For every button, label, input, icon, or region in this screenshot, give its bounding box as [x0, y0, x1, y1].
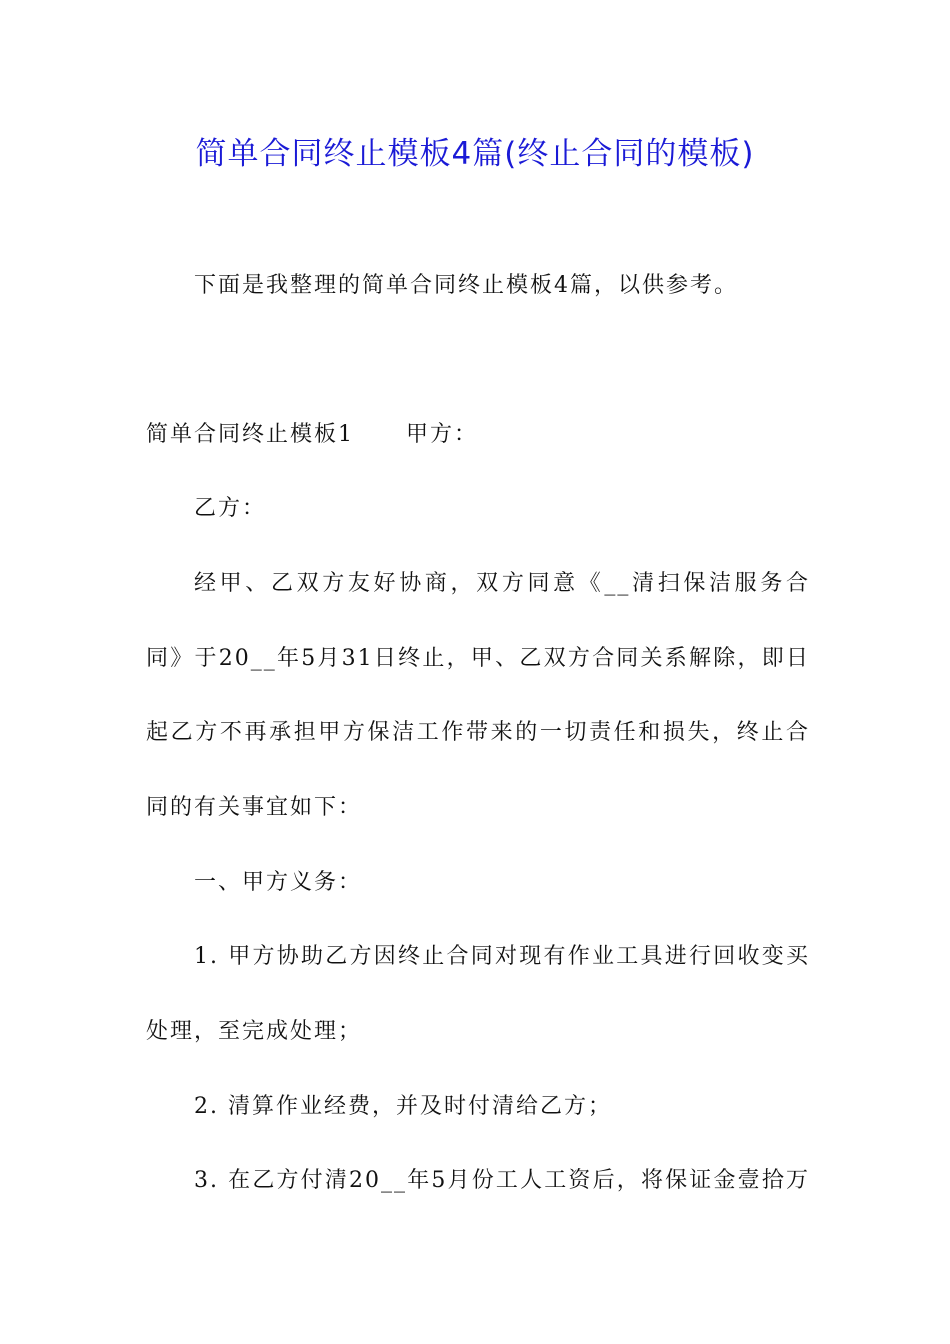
paragraph-line: 起乙方不再承担甲方保洁工作带来的一切责任和损失，终止合 — [146, 720, 810, 745]
list-item-line: 3. 在乙方付清20__年5月份工人工资后，将保证金壹拾万 — [194, 1168, 810, 1193]
document-title: 简单合同终止模板4篇(终止合同的模板) — [195, 136, 755, 172]
section-heading-row — [146, 420, 810, 450]
paragraph-line: 同》于20__年5月31日终止，甲、乙双方合同关系解除，即日 — [146, 646, 810, 671]
paragraph-line: 同的有关事宜如下： — [146, 795, 363, 820]
list-item: 2. 清算作业经费，并及时付清给乙方； — [194, 1094, 612, 1119]
list-item-line: 处理，至完成处理； — [146, 1019, 363, 1044]
party-b-label: 乙方： — [194, 496, 267, 521]
intro-paragraph: 下面是我整理的简单合同终止模板4篇，以供参考。 — [194, 273, 738, 298]
party-a-label: 甲方： — [406, 422, 479, 447]
obligations-heading: 一、甲方义务： — [194, 870, 363, 895]
section-heading: 简单合同终止模板1 — [146, 422, 354, 447]
paragraph-line: 经甲、乙双方友好协商，双方同意《__清扫保洁服务合 — [194, 571, 810, 596]
list-item-line: 1. 甲方协助乙方因终止合同对现有作业工具进行回收变买 — [194, 944, 810, 969]
